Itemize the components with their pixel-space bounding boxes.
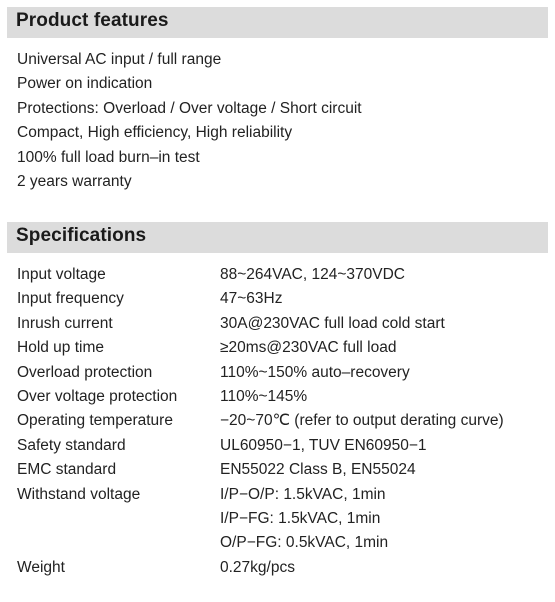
spec-values: [220, 458, 416, 482]
spec-values: [220, 336, 396, 360]
feature-item: Universal AC input / full range: [17, 51, 222, 68]
spec-value: 0.27kg/pcs: [220, 558, 295, 576]
spec-value: 110%~145%: [220, 387, 308, 405]
spec-values: [220, 263, 405, 287]
spec-value: ≥20ms@230VAC full load: [220, 339, 397, 357]
spec-label: Inrush current: [17, 314, 113, 332]
specifications-title: Specifications: [16, 225, 147, 246]
spec-label: Input voltage: [17, 266, 106, 283]
spec-label: Safety standard: [17, 436, 126, 454]
spec-value: UL60950−1, TUV EN60950−1: [220, 436, 427, 454]
spec-values: [220, 409, 504, 433]
spec-values: [220, 287, 282, 311]
product-features-list: [17, 48, 362, 194]
feature-item: Power on indication: [17, 75, 153, 93]
spec-values: [220, 434, 427, 458]
spec-value: O/P−FG: 0.5kVAC, 1min: [220, 534, 389, 552]
spec-label: Hold up time: [17, 339, 105, 357]
spec-values: [220, 361, 410, 385]
spec-values: [220, 385, 307, 409]
spec-values: [220, 312, 445, 336]
spec-label: EMC standard: [17, 461, 117, 479]
spec-values: [220, 483, 388, 556]
spec-value: 88~264VAC, 124~370VDC: [220, 266, 405, 283]
spec-value: I/P−FG: 1.5kVAC, 1min: [220, 509, 381, 527]
spec-label: Over voltage protection: [17, 387, 178, 405]
spec-label: Withstand voltage: [17, 485, 141, 503]
spec-label: Operating temperature: [17, 412, 173, 430]
feature-item: Protections: Overload / Over voltage / Short circuit: [17, 99, 362, 117]
spec-value: 47~63Hz: [220, 290, 283, 308]
spec-label: Input frequency: [17, 290, 124, 308]
spec-value: EN55022 Class B, EN55024: [220, 461, 416, 479]
spec-value: 30A@230VAC full load cold start: [220, 314, 445, 332]
feature-item: 2 years warranty: [17, 172, 132, 190]
feature-item: 100% full load burn–in test: [17, 148, 200, 166]
spec-value: I/P−O/P: 1.5kVAC, 1min: [220, 485, 386, 503]
spec-value: −20~70℃ (refer to output derating curve): [220, 412, 504, 430]
product-features-header: [7, 7, 548, 38]
spec-value: 110%~150% auto–recovery: [220, 363, 410, 381]
specifications-header: [7, 222, 548, 253]
spec-label: Overload protection: [17, 363, 153, 381]
spec-values: [220, 556, 295, 580]
product-features-title: Product features: [16, 10, 169, 31]
spec-label: Weight: [17, 558, 65, 576]
feature-item: Compact, High efficiency, High reliability: [17, 124, 293, 142]
